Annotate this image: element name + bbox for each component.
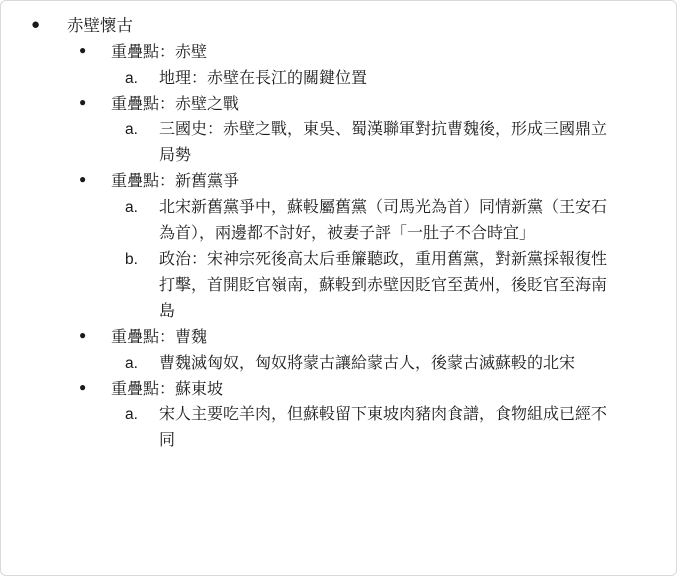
list-item-party-strife[interactable] — [1, 169, 676, 324]
list-item-chibi-a[interactable] — [1, 66, 676, 92]
list-item-text: 重疊點：新舊黨爭 — [111, 173, 240, 191]
list-item-text: 地理：赤壁在長江的關鍵位置 — [159, 69, 368, 87]
list-marker-letter: b. — [125, 250, 138, 268]
outline-row[interactable] — [1, 402, 676, 454]
outline-row[interactable] — [1, 195, 676, 247]
list-item-root[interactable] — [1, 13, 676, 454]
bullet-icon: ● — [31, 16, 41, 33]
bullet-icon: ● — [79, 94, 87, 109]
list-item-text: 曹魏滅匈奴，匈奴將蒙古讓給蒙古人，後蒙古滅蘇軗的北宋 — [159, 354, 576, 372]
outline-list — [1, 13, 676, 454]
list-item-text: 重疊點：蘇東坡 — [111, 380, 224, 398]
bullet-icon: ● — [79, 42, 87, 57]
list-item-text: 宋人主要吃羊肉，但蘇軗留下東坡肉豬肉食譜，食物組成已經不同 — [159, 406, 608, 450]
list-item-sudongpo-a[interactable] — [1, 402, 676, 454]
list-item-chibi-war[interactable] — [1, 92, 676, 170]
list-item-party-a[interactable] — [1, 195, 676, 247]
outline-sublist-level3 — [1, 351, 676, 377]
outline-sublist-level3 — [1, 402, 676, 454]
list-item-chibi-war-a[interactable] — [1, 117, 676, 169]
list-item-text: 三國史：赤壁之戰，東吳、蜀漢聯軍對抗曹魏後，形成三國鼎立局勢 — [159, 121, 608, 165]
list-item-text: 政治：宋神宗死後高太后垂簾聽政，重用舊黨，對新黨採報復性打擊，首開貶官嶺南，蘇軗到赤壁因貶官至黃州，後貶官至海南島 — [159, 250, 608, 320]
list-item-party-b[interactable] — [1, 247, 676, 325]
bullet-icon: ● — [79, 172, 87, 187]
outline-sublist-level3 — [1, 66, 676, 92]
list-marker-letter: a. — [125, 199, 138, 217]
bullet-icon: ● — [79, 327, 87, 342]
outline-row[interactable] — [1, 169, 676, 195]
list-item-text: 重疊點：赤壁之戰 — [111, 95, 240, 113]
outline-row[interactable] — [1, 66, 676, 92]
list-item-text: 重疊點：曹魏 — [111, 328, 208, 346]
outline-row[interactable] — [1, 351, 676, 377]
outline-row[interactable] — [1, 92, 676, 118]
list-marker-letter: a. — [125, 406, 138, 424]
outline-sublist-level3 — [1, 195, 676, 325]
outline-row[interactable] — [1, 117, 676, 169]
list-marker-letter: a. — [125, 69, 138, 87]
outline-row[interactable] — [1, 40, 676, 66]
list-item-text: 重疊點：赤壁 — [111, 43, 208, 61]
list-item-sudongpo[interactable] — [1, 377, 676, 455]
list-marker-letter: a. — [125, 354, 138, 372]
outline-sublist-level2 — [1, 40, 676, 455]
bullet-icon: ● — [79, 379, 87, 394]
list-item-caowei-a[interactable] — [1, 351, 676, 377]
list-item-chibi[interactable] — [1, 40, 676, 92]
outline-row[interactable] — [1, 377, 676, 403]
list-marker-letter: a. — [125, 121, 138, 139]
outline-sublist-level3 — [1, 117, 676, 169]
list-item-text: 北宋新舊黨爭中，蘇軗屬舊黨（司馬光為首）同情新黨（王安石為首），兩邊都不討好，被妻子評「一肚子不合時宜」 — [159, 199, 608, 243]
outline-row[interactable] — [1, 325, 676, 351]
outline-row[interactable] — [1, 13, 676, 40]
list-item-text: 赤壁懷古 — [67, 17, 133, 35]
outline-row[interactable] — [1, 247, 676, 325]
list-item-caowei[interactable] — [1, 325, 676, 377]
